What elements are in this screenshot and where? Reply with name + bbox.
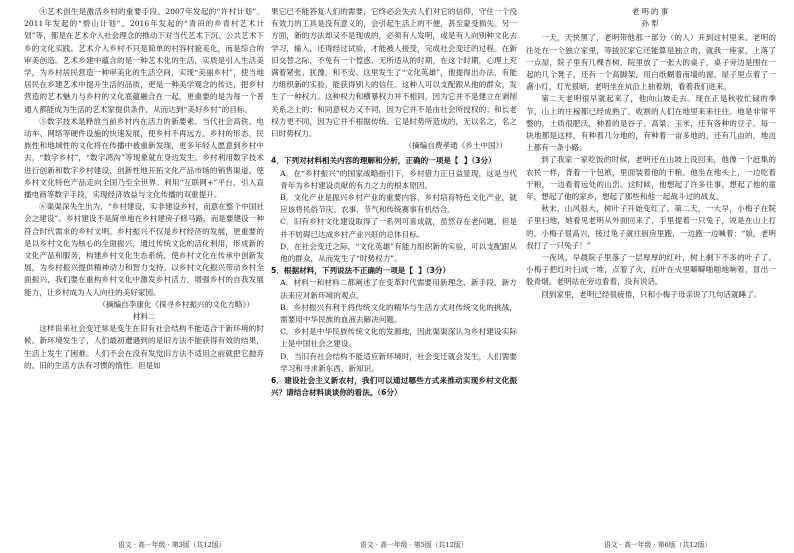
story-paragraph-5: 一夜风，早晨院子里落了一层厚厚的红叶，树上剩下不多的叶子了。小梅子把红叶扫成一堆，点着了火，红叶在火里噼噼啪啪地响着，冒出一股青烟。老明站在旁边看着，没有说话。 <box>526 253 776 287</box>
question-5-option-b: B．乡村振兴有利于将传统文化的精华与生活方式对传统文化的挑战，需要用中华民族的血液去解决问题。 <box>280 302 517 325</box>
column-left <box>24 6 264 372</box>
paragraph-6: ⑥渠渠深失生出为，“乡村建设，实非建设乡村，而意在整个中国社会之建设”。乡村建设不是简单地在乡村建房子修马路，而是要建设一种符合时代需求的乡村文明。乡村振兴不仅是乡村经济的发展，更重要的是以乡村文化为核心的全面振兴，通过传统文化的活化利用，形成新的文化产品和服务，构建乡村文化生态系统，使乡村文化在传承中创新发展，为乡村振兴提供精神动力和智力支持。以乡村文化振兴带动乡村全面振兴，我们要在重构乡村文化中激发乡村活力，增强乡村的自我发展能力，让乡村成为人人向往的美好家园。 <box>24 202 264 297</box>
question-5-option-d: D．当旧有社会结构不能适应新环境时，社会变迁就会发生，人们需要学习和寻求新东西、新知识。 <box>280 351 517 373</box>
source-citation-2: （摘编自费孝通《乡土中国》） <box>404 141 507 151</box>
question-4-option-b: B．文化产业是振兴乡村产业的重要内容，乡村培育特色文化产业，就应该将民俗节庆、农事、节气和传统赛事有机结合。 <box>280 193 517 215</box>
page-footer-3: 语文 · 高一年级 · 第3版（共12版） <box>118 541 226 549</box>
paragraph-5: ⑤数字技术是释放当前乡村内在活力的新要素。当代社会高铁、电动车、网络等硬件设施的快速发展，使乡村不再远方。乡村的形态，民族性和地域性的文化将在传播中被重新发现，更多年轻人愿意到乡村中去，“数字乡村”，“数字鸿沟”等现象就在身边发生。乡村利用数字技术进行创新和数字乡村建设，创新性地开拓文化产品市场的销售渠道，使乡村文化特色产品走向全国乃至全世界。利用“互联网+”平台，引入直播电商等数字手段，实现经济效益与文化传播的双重提升。 <box>24 116 264 200</box>
story-paragraph-4: 秋末，山风很大，树叶子开始变红了。第二天，一大早，小梅子在院子里扫地，她看见老明从外面回来了，手里提着一只兔子，说是在山上打的。小梅子很高兴，接过兔子就往厨房里跑，一边跑一边喊着：“娘，老明叔打了一只兔子！” <box>526 204 776 250</box>
question-5-option-c: C．乡村是中华民族传统文化的发源地，因此渠渠深认为乡村建设实际上是中国社会之建设。 <box>280 327 517 349</box>
question-4-option-a: A．在“乡村振兴”的国家战略指引下，乡村借力正日益显现，这是当代青年为乡村建设贡献的有力之力的根本原因。 <box>280 168 517 190</box>
question-6: 6．建设社会主义新农村，我们可以通过哪些方式来推动实现乡村文化振兴？请结合材料谈谈你的看法。（6分） <box>271 376 517 398</box>
material-two-continued: 果它已不能答复人们的需要，它终必会失去人们对它的信仰，守住一个没有效力的工具是没有意义的，会引起生活上的不便，甚至蒙受损失。另一方面，新的方法却又不是现成的，必须有人发明，或是有人向别种文化去学习，输入，还得经过试验，才能被人接受，完成社会变迁的过程。在新旧交替之际，不免有一个惶惑、无所适从的时期，在这个时期，心理上充满着紧张、犹豫，和不安。这里发生了“文化英雄”，他提得出办法，有能力组织新的实验，能获得别人的信任。这种人可以支配跟从他的群众，发生了一种权力。这种权力和横暴权力并不相同，因为它并不是建立在剥削关系之上的；和同意权力又不同，因为它并不是由社会所授权的；和长老权力更不同，因为它并不根据传统。它是时势所造成的，无以名之，名之曰时势权力。 <box>271 7 517 139</box>
question-4: 4．下列对材料相关内容的理解和分析，正确的一项是【 】（3分） <box>271 156 496 166</box>
column-right <box>526 6 776 301</box>
story-paragraph-2: 第二天老明很早就起来了，他向山坡走去。现在正是秋收忙碌的季节，山上的庄稼都已经成熟了，收割的人们在地里来来往往。地是非常平整的，土质很肥沃，种着的是谷子、高粱、玉米，还有各种的豆子。每一块地都是这样，有种着几分地的，有种着一亩多地的，还有几亩的，地边上都有一条小路。 <box>526 94 776 153</box>
column-middle <box>271 6 517 400</box>
material-two-heading: 材料二 <box>132 312 156 322</box>
story-title: 老明的事 <box>631 7 671 16</box>
story-paragraph-3: 到了我家一家吃饭的时候，老明还在山坡上没回来，他像一个赶集的农民一样，背着一个包袱，里面装着他的干粮。他坐在地头上，一边吃着干粮，一边看着远处的山峦。这时候，他想起了许多往事，想起了他的童年，想起了他的家乡，想起了那些和他一起战斗过的战友。 <box>526 155 776 202</box>
story-last-line: 回到家里，老明已经很疲倦，只和小梅子母亲说了几句话就睡了。 <box>541 289 762 299</box>
page-footer-5: 语文 · 高一年级 · 第5版（共12版） <box>360 541 468 549</box>
question-4-option-c: C．旧有乡村文化建设取得了一系列可喜成就，虽然存在老问题，但是并不妨碍已达成乡村产业兴旺的总体目标。 <box>280 217 517 239</box>
source-citation-1: （摘编自李康化《探寻乡村振兴的文化方略》） <box>98 299 254 309</box>
material-two-paragraph: 这样说来社会变迁常是变生在旧有社会结构不能适合于新环境的时候。新环境发生了，人们最初遭遇到的是旧方法不能获得有效的结果，生活上发生了困难。人们不会在没有发觉旧方法不适用之前就把它抛弃的。旧的生活方法有习惯的惰性。但是如 <box>24 324 264 370</box>
story-paragraph-1: 一天，天快黑了，老明带他那一部分（的人）开到这村里来。老明的往处在一个独立家里，等拔匠家它还能算是独立的，就我一座家，上落了一点屋，院子里有几棵杏树，院里放了一张大的桌子，桌子旁边是围在一起的几个凳子，还有一个高脚架，用白纸糊着南墙的窗。屋子里点着了一盏小灯，灯光很暗，老明坐在炕沿上抽着烟，看着我们进来。 <box>526 33 776 92</box>
paragraph-4: ④艺术创生是激活乡村的重要手段。2007年发起的“许村计划”、2011年发起的“碧山计划”、2016年发起的“青田的乡青村艺术计划”等，都是在艺术介入社会理念的推动下对当代艺术下沉、公共艺术下乡的文化实践。艺术介入乡村不只是简单的村容村貌美化，而是综合的审美创造。艺术乡建中蕴含的是一种艺术化的生活，实质是引入生活美学，为乡村居民营造一种审美化的生活空间，实现“美丽乡村”，使当地居民在乡建艺术中提升生活的品质，更是一种美学观念的传达，把乡村营造的艺术魅力与乡村的文化底蕴融合在一起，更重要的是为每一个普通人都能成为生活的艺术家提供条件，从而达到“美好乡村”的目标。 <box>24 7 264 114</box>
story-author: 孙犁 <box>641 19 661 29</box>
question-5: 5．根据材料，下列说法不正确的一项是【 】（3分） <box>271 266 451 276</box>
question-5-option-a: A．材料一和材料二都阐述了在变革时代需要用新理念、新手段、新方法来应对新环境的观点。 <box>280 278 517 300</box>
page-footer-6: 语文 · 高一年级 · 第6版（共12版） <box>604 541 712 549</box>
question-4-option-d: D．在社会变迁之际，“文化英雄”有能力组织新的实验，可以支配跟从他的群众，从而发生了“时势权力”。 <box>280 241 517 264</box>
